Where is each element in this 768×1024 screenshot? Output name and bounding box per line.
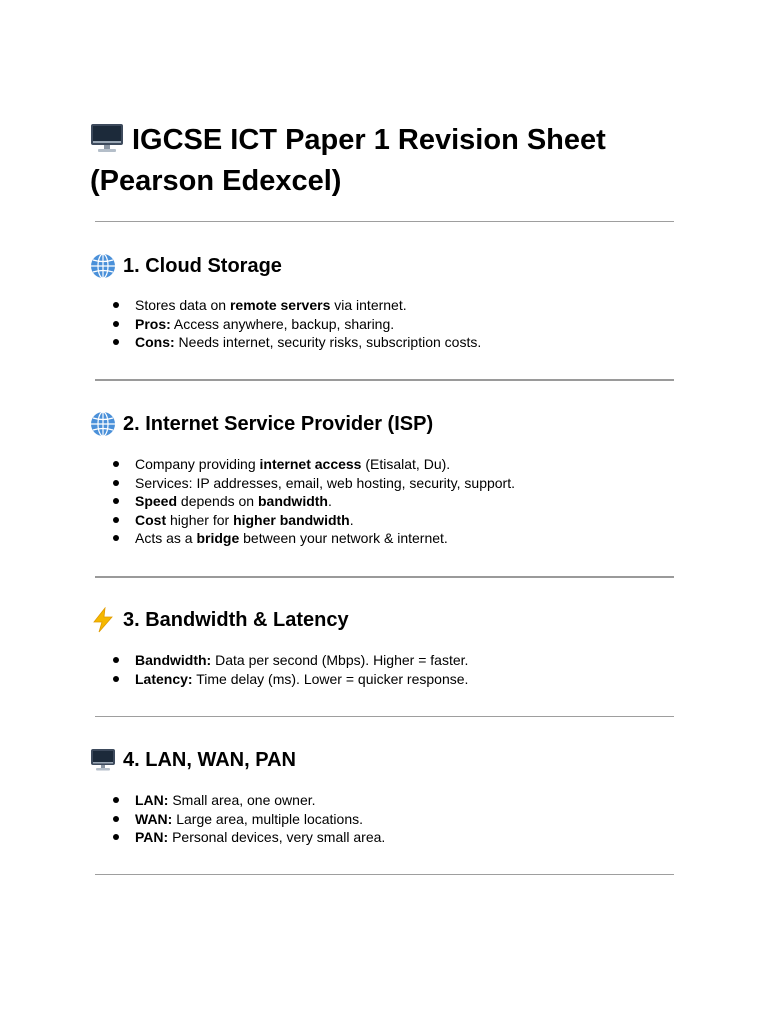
list-item-text: . — [349, 511, 354, 528]
bold-text: bandwidth — [257, 493, 328, 510]
bullet-list — [113, 651, 468, 688]
bullet-dot-icon — [113, 816, 119, 822]
list-item-text: Small area, one owner. — [168, 792, 316, 808]
section-heading-text: 4. LAN, WAN, PAN — [123, 749, 296, 771]
bullet-dot-icon — [113, 480, 119, 486]
bold-text: Bandwidth: — [135, 652, 212, 668]
list-item-text: Company providing — [135, 456, 260, 472]
bullet-dot-icon — [113, 461, 119, 467]
bold-text: Latency: — [135, 670, 193, 687]
list-item — [113, 651, 468, 670]
divider — [95, 576, 674, 578]
list-item — [113, 828, 385, 847]
page-title-text: IGCSE ICT Paper 1 Revision Sheet (Pearson Edexcel) — [90, 124, 606, 197]
bold-text: Pros: — [135, 315, 171, 332]
section-heading-bandwidth-latency — [90, 606, 349, 634]
section-heading-text: 1. Cloud Storage — [123, 255, 282, 277]
bold-text: Speed — [135, 493, 178, 510]
bold-text: bridge — [196, 530, 240, 547]
bold-text: remote servers — [229, 297, 331, 313]
section-heading-cloud-storage — [90, 252, 282, 280]
list-item — [113, 511, 515, 530]
list-item-text: (Etisalat, Du). — [361, 456, 451, 472]
section-heading-isp — [90, 410, 433, 438]
list-item-text: Access anywhere, backup, sharing. — [170, 315, 395, 332]
list-item — [113, 474, 515, 493]
globe-icon — [90, 411, 116, 437]
divider — [95, 379, 674, 381]
bold-text: WAN: — [135, 810, 173, 827]
bold-text: LAN: — [135, 792, 169, 808]
list-item-text: Needs internet, security risks, subscription costs. — [174, 334, 482, 351]
list-item — [113, 315, 481, 334]
bold-text: PAN: — [135, 829, 169, 846]
section-heading-lan-wan-pan — [90, 746, 296, 774]
list-item-text: Time delay (ms). Lower = quicker response. — [192, 670, 469, 687]
list-item — [113, 810, 385, 829]
list-item-text: Large area, multiple locations. — [172, 810, 363, 827]
list-item — [113, 333, 481, 352]
bullet-dot-icon — [113, 657, 119, 663]
list-item-text: Acts as a — [135, 530, 197, 547]
bullet-dot-icon — [113, 676, 119, 682]
list-item-text: Services: IP addresses, email, web hosting, security, support. — [135, 474, 515, 491]
bold-text: internet access — [259, 456, 362, 472]
list-item-text: Personal devices, very small area. — [168, 829, 386, 846]
computer-monitor-icon — [90, 123, 124, 153]
list-item-text: higher for — [166, 511, 234, 528]
page-title — [90, 120, 690, 202]
list-item-text: Stores data on — [135, 297, 230, 313]
computer-monitor-icon — [90, 747, 116, 773]
bullet-list — [113, 791, 385, 847]
bullet-dot-icon — [113, 339, 119, 345]
bold-text: Cost — [135, 511, 167, 528]
lightning-icon — [90, 607, 116, 633]
bullet-list — [113, 455, 515, 548]
list-item-text: depends on — [177, 493, 258, 510]
list-item — [113, 529, 515, 548]
divider — [95, 874, 674, 875]
bold-text: Cons: — [135, 334, 175, 351]
bullet-list — [113, 296, 481, 352]
list-item-text: via internet. — [330, 297, 407, 313]
bullet-dot-icon — [113, 498, 119, 504]
globe-icon — [90, 253, 116, 279]
bullet-dot-icon — [113, 834, 119, 840]
list-item — [113, 492, 515, 511]
list-item — [113, 455, 515, 474]
bullet-dot-icon — [113, 535, 119, 541]
divider — [95, 716, 674, 717]
bullet-dot-icon — [113, 797, 119, 803]
section-heading-text: 2. Internet Service Provider (ISP) — [123, 413, 434, 435]
bullet-dot-icon — [113, 517, 119, 523]
list-item-text: . — [327, 493, 332, 510]
divider — [95, 221, 674, 222]
bullet-dot-icon — [113, 302, 119, 308]
list-item — [113, 670, 468, 689]
bullet-dot-icon — [113, 321, 119, 327]
bold-text: higher bandwidth — [233, 511, 350, 528]
list-item-text: between your network & internet. — [239, 530, 448, 547]
list-item — [113, 791, 385, 810]
section-heading-text: 3. Bandwidth & Latency — [123, 609, 349, 631]
list-item — [113, 296, 481, 315]
list-item-text: Data per second (Mbps). Higher = faster. — [211, 652, 469, 668]
